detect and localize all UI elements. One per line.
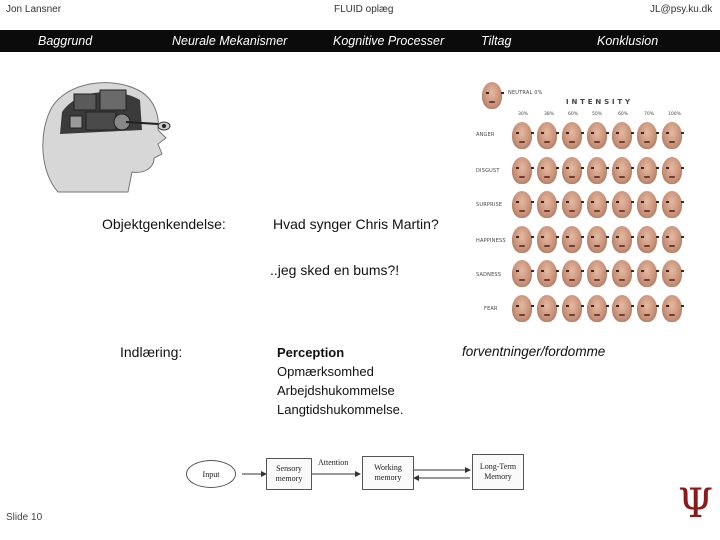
working-memory-box: Working memory: [362, 456, 414, 490]
intensity-percent: 60%: [568, 112, 579, 117]
head-illustration: [30, 72, 190, 202]
emotion-face-image: [637, 295, 657, 322]
intensity-percent: 100%: [668, 112, 681, 117]
emotion-face-image: [662, 260, 682, 287]
slide-number: Slide 10: [6, 512, 43, 523]
list-item: Opmærksomhed: [277, 364, 374, 379]
neutral-face-image: [482, 82, 502, 109]
emotion-face-image: [662, 157, 682, 184]
university-logo-icon: Ψ: [678, 481, 714, 527]
emotion-face-image: [512, 122, 532, 149]
emotion-face-image: [537, 122, 557, 149]
list-item: Perception: [277, 345, 345, 360]
author-name: Jon Lansner: [6, 4, 62, 15]
emotion-face-image: [637, 191, 657, 218]
intensity-percent: 70%: [644, 112, 655, 117]
intensity-percent: 60%: [618, 112, 629, 117]
emotion-face-image: [662, 295, 682, 322]
emotion-face-image: [637, 226, 657, 253]
emotion-face-image: [587, 157, 607, 184]
list-item: Langtidshukommelse.: [277, 402, 404, 417]
emotion-face-image: [562, 295, 582, 322]
nav-item-kognitive-processer[interactable]: Kognitive Processer: [333, 34, 445, 48]
emotion-face-image: [562, 122, 582, 149]
emotion-label: ANGER: [476, 132, 495, 138]
list-item: Arbejdshukommelse: [277, 383, 395, 398]
emotion-face-image: [512, 226, 532, 253]
emotion-face-image: [562, 191, 582, 218]
emotion-face-image: [512, 295, 532, 322]
intensity-percent: 50%: [592, 112, 603, 117]
emotion-faces-grid: [470, 76, 710, 326]
emotion-face-image: [562, 157, 582, 184]
forventninger-text: forventninger/fordomme: [462, 344, 606, 359]
emotion-face-image: [537, 295, 557, 322]
intensity-percent: 38%: [544, 112, 555, 117]
emotion-label: DISGUST: [476, 168, 500, 174]
emotion-face-image: [637, 260, 657, 287]
long-term-memory-box: Long-Term Memory: [472, 454, 524, 490]
nav-item-baggrund[interactable]: Baggrund: [38, 34, 93, 48]
emotion-face-image: [537, 191, 557, 218]
emotion-face-image: [662, 122, 682, 149]
emotion-face-image: [637, 122, 657, 149]
objektgenkendelse-label: Objektgenkendelse:: [102, 216, 226, 232]
emotion-face-image: [512, 260, 532, 287]
emotion-face-image: [587, 295, 607, 322]
intensity-label: I N T E N S I T Y: [566, 98, 631, 106]
emotion-face-image: [562, 260, 582, 287]
attention-label: Attention: [318, 458, 349, 467]
emotion-face-image: [612, 122, 632, 149]
emotion-label: HAPPINESS: [476, 238, 506, 244]
emotion-face-image: [587, 260, 607, 287]
emotion-label: FEAR: [484, 306, 498, 312]
nav-item-neurale-mekanismer[interactable]: Neurale Mekanismer: [172, 34, 288, 48]
emotion-face-image: [587, 226, 607, 253]
emotion-label: SURPRISE: [476, 202, 503, 208]
indlaering-label: Indlæring:: [120, 344, 183, 360]
neutral-label: NEUTRAL 0%: [508, 90, 543, 96]
emotion-face-image: [612, 191, 632, 218]
emotion-face-image: [612, 260, 632, 287]
answer-text: ..jeg sked en bums?!: [270, 262, 400, 278]
emotion-face-image: [537, 226, 557, 253]
emotion-face-image: [612, 157, 632, 184]
nav-item-konklusion[interactable]: Konklusion: [597, 34, 659, 48]
emotion-face-image: [512, 157, 532, 184]
emotion-label: SADNESS: [476, 272, 502, 278]
sensory-memory-box: Sensory memory: [266, 458, 312, 490]
emotion-face-image: [662, 226, 682, 253]
author-email: JL@psy.ku.dk: [650, 4, 713, 15]
emotion-face-image: [612, 295, 632, 322]
emotion-face-image: [587, 122, 607, 149]
emotion-face-image: [537, 157, 557, 184]
question-text: Hvad synger Chris Martin?: [273, 216, 439, 232]
intensity-percent: 30%: [518, 112, 529, 117]
presentation-title: FLUID oplæg: [334, 4, 394, 15]
emotion-face-image: [587, 191, 607, 218]
emotion-face-image: [612, 226, 632, 253]
section-nav: [0, 30, 720, 52]
emotion-face-image: [512, 191, 532, 218]
emotion-face-image: [637, 157, 657, 184]
emotion-face-image: [562, 226, 582, 253]
emotion-face-image: [662, 191, 682, 218]
cognitive-process-list: [277, 343, 403, 419]
emotion-face-image: [537, 260, 557, 287]
nav-item-tiltag[interactable]: Tiltag: [481, 34, 512, 48]
input-node: Input: [186, 460, 236, 488]
